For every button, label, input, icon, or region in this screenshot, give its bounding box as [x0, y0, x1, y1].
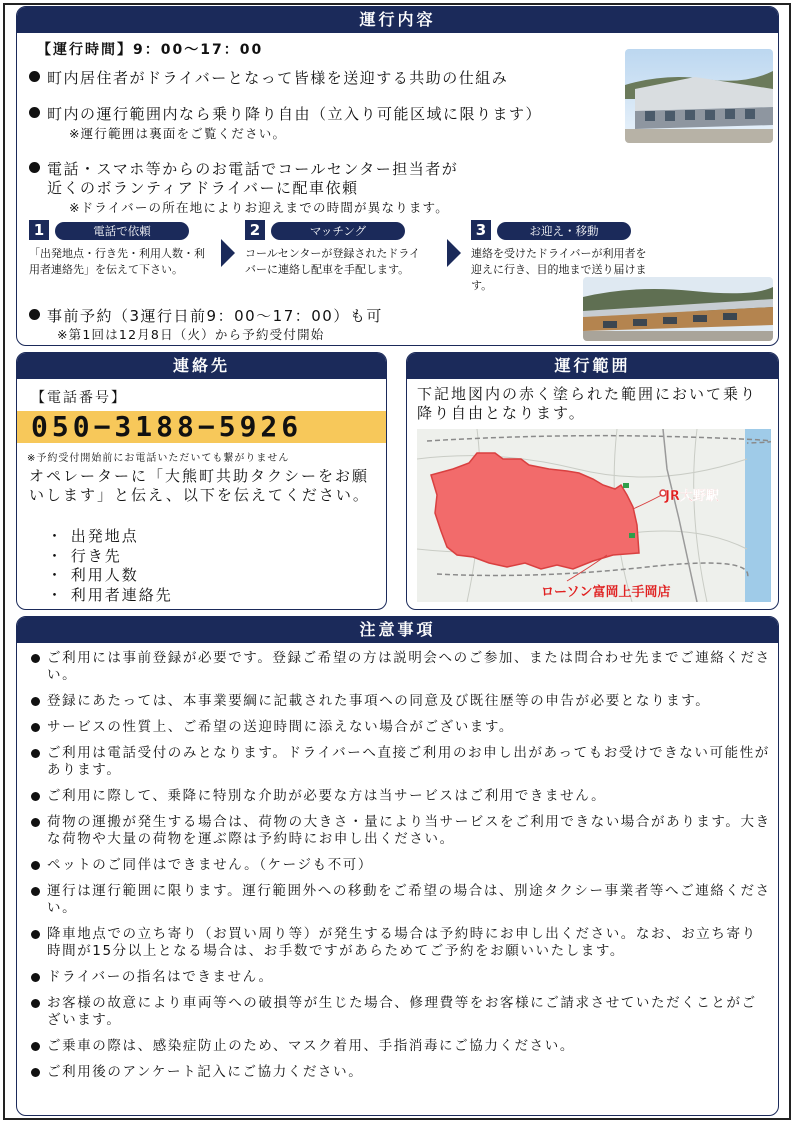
- step-title: 電話で依頼: [55, 222, 189, 240]
- note-item: ご乗車の際は、感染症防止のため、マスク着用、手指消毒にご協力ください。: [31, 1038, 771, 1055]
- contact-title: 連絡先: [17, 353, 386, 379]
- range-map: [417, 429, 771, 602]
- operation-hours: 【運行時間】9：00～17：00: [37, 42, 264, 58]
- contact-item: ・ 利用人数: [47, 566, 139, 584]
- step-number: 2: [245, 220, 265, 240]
- operation-bullet: 町内の運行範囲内なら乗り降り自由（立入り可能区域に限ります）: [29, 105, 542, 124]
- reservation-note: ※第1回は12月8日（火）から予約受付開始: [57, 327, 325, 342]
- step-number: 1: [29, 220, 49, 240]
- note-item: 荷物の運搬が発生する場合は、荷物の大きさ・量により当サービスをご利用できない場合があります。大きな荷物や大量の荷物を運ぶ際は予約時にお申し出ください。: [31, 814, 771, 848]
- step-number: 3: [471, 220, 491, 240]
- note-item: ご利用には事前登録が必要です。登録ご希望の方は説明会へのご参加、または問合わせ先までご連絡ください。: [31, 650, 771, 684]
- operation-note: ※ドライバーの所在地によりお迎えまでの時間が異なります。: [69, 200, 449, 215]
- step-description: 「出発地点・行き先・利用人数・利用者連絡先」を伝えて下さい。: [29, 247, 205, 276]
- contact-items: [47, 527, 173, 605]
- station-photo: [583, 277, 773, 341]
- note-item: ドライバーの指名はできません。: [31, 969, 771, 986]
- phone-note: ※予約受付開始前にお電話いただいても繋がりません: [27, 453, 290, 464]
- operation-reservation: 事前予約（3運行日前9：00～17：00）も可: [29, 307, 383, 326]
- range-title: 運行範囲: [407, 353, 778, 379]
- contact-item: ・ 利用者連絡先: [47, 585, 173, 604]
- step-description: コールセンターが登録されたドライバーに連絡し配車を手配します。: [245, 247, 421, 276]
- notes-title: 注意事項: [17, 617, 778, 643]
- note-item: 登録にあたっては、本事業要綱に記載された事項への同意及び既往歴等の申告が必要となります。: [31, 693, 771, 710]
- note-item: ペットのご同伴はできません。（ケージも不可）: [31, 857, 771, 874]
- range-panel: [406, 352, 779, 610]
- note-item: サービスの性質上、ご希望の送迎時間に添えない場合がございます。: [31, 719, 771, 736]
- operation-panel: [16, 6, 779, 346]
- map-label-store: ローソン富岡上手岡店: [541, 585, 671, 600]
- note-item: ご利用に際して、乗降に特別な介助が必要な方は当サービスはご利用できません。: [31, 788, 771, 805]
- notes-panel: [16, 616, 779, 1116]
- range-description: 下記地図内の赤く塗られた範囲において乗り降り自由となります。: [417, 385, 758, 422]
- contact-instruction: オペレーターに「大熊町共助タクシーをお願いします」と伝え、以下を伝えてください。: [29, 467, 370, 504]
- contact-panel: [16, 352, 387, 610]
- notes-list: [31, 649, 771, 1081]
- note-item: 運行は運行範囲に限ります。運行範囲外への移動をご希望の場合は、別途タクシー事業者等へご連絡ください。: [31, 883, 771, 917]
- step-arrow: [221, 239, 235, 267]
- step-title: マッチング: [271, 222, 405, 240]
- note-item: ご利用は電話受付のみとなります。ドライバーへ直接ご利用のお申し出があってもお受けできない可能性があります。: [31, 745, 771, 779]
- operation-note: ※運行範囲は裏面をご覧ください。: [69, 126, 287, 141]
- step-title: お迎え・移動: [497, 222, 631, 240]
- map-label-station: JR大野駅: [665, 489, 719, 504]
- housing-photo: [625, 49, 773, 143]
- phone-label: 【電話番号】: [31, 390, 127, 406]
- contact-item: ・ 行き先: [47, 546, 122, 565]
- note-item: お客様の故意により車両等への破損等が生じた場合、修理費等をお客様にご請求させていただくことがございます。: [31, 995, 771, 1029]
- operation-bullet: 町内居住者がドライバーとなって皆様を送迎する共助の仕組み: [29, 69, 508, 88]
- step-description: 連絡を受けたドライバーが利用者を迎えに行き、目的地まで送り届けます。: [471, 247, 647, 292]
- phone-number[interactable]: 050−3188−5926: [17, 411, 386, 443]
- operation-bullet: 電話・スマホ等からのお電話でコールセンター担当者が: [29, 160, 458, 179]
- note-item: 降車地点での立ち寄り（お買い周り等）が発生する場合は予約時にお申し出ください。なお、お立ち寄り時間が15分以上となる場合は、お手数ですがあらためてご予約をお願いいたします。: [31, 926, 771, 960]
- operation-bullet-cont: 近くのボランティアドライバーに配車依頼: [47, 179, 359, 197]
- operation-title: 運行内容: [17, 7, 778, 33]
- note-item: ご利用後のアンケート記入にご協力ください。: [31, 1064, 771, 1081]
- step-arrow: [447, 239, 461, 267]
- contact-item: ・ 出発地点: [47, 527, 139, 545]
